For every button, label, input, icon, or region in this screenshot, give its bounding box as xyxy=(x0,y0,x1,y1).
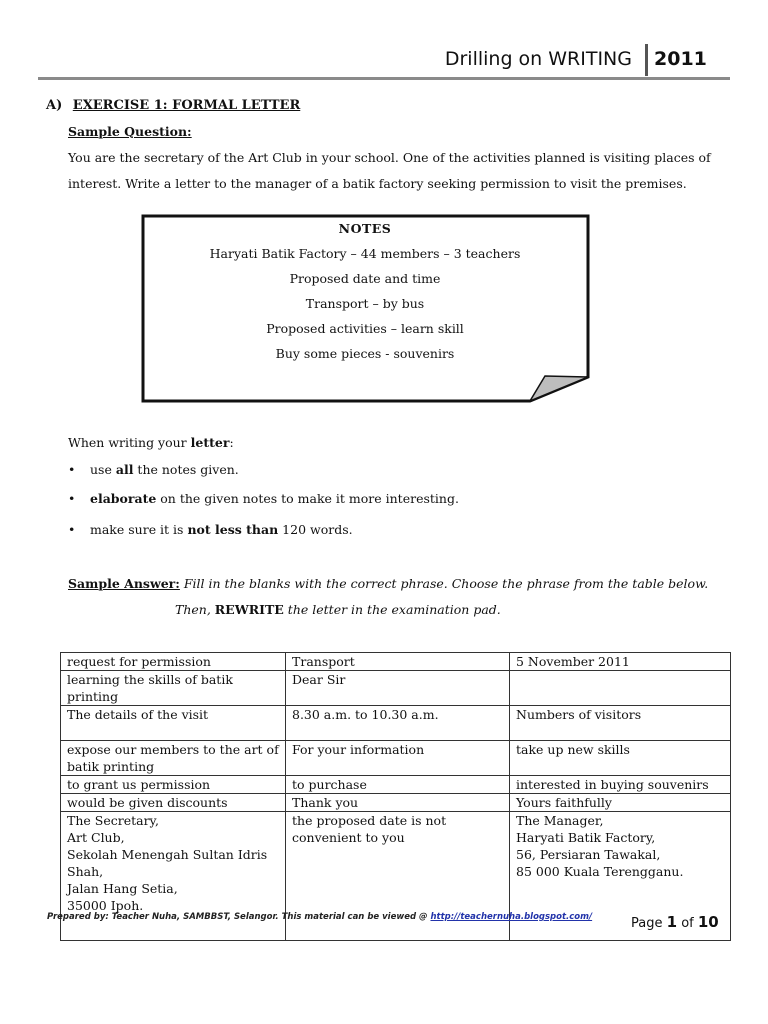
table-row xyxy=(61,776,731,794)
note-item: Proposed date and time xyxy=(289,271,441,286)
table-cell: to grant us permission xyxy=(61,776,286,794)
sample-question-label: Sample Question: xyxy=(68,124,192,139)
table-cell: expose our members to the art of batik printing xyxy=(61,741,286,776)
footer-text: Prepared by: Teacher Nuha, SAMBBST, Selangor. This material can be viewed @ xyxy=(47,912,431,922)
table-cell: the proposed date is not convenient to you xyxy=(286,812,510,941)
header-rule xyxy=(38,77,730,80)
table-cell: 8.30 a.m. to 10.30 a.m. xyxy=(286,706,510,741)
bullet-item xyxy=(68,522,353,537)
table-cell: would be given discounts xyxy=(61,794,286,812)
of-word: of xyxy=(681,916,694,931)
bullet-icon: • xyxy=(68,491,76,506)
note-item: Transport – by bus xyxy=(305,296,425,311)
table-row xyxy=(61,653,731,671)
table-cell: Yours faithfully xyxy=(510,794,731,812)
table-cell: Dear Sir xyxy=(286,671,510,706)
page-word: Page xyxy=(631,916,663,931)
table-cell: take up new skills xyxy=(510,741,731,776)
page-header xyxy=(0,0,768,80)
sample-answer-text: Then, xyxy=(175,602,215,617)
note-item: Proposed activities – learn skill xyxy=(266,321,464,336)
notes-heading: NOTES xyxy=(338,221,392,236)
header-separator xyxy=(645,44,648,76)
question-line-1: You are the secretary of the Art Club in your school. One of the activities planned is visiting places of xyxy=(68,150,711,165)
page-number xyxy=(631,913,719,931)
table-cell: For your information xyxy=(286,741,510,776)
table-row xyxy=(61,794,731,812)
note-item: Haryati Batik Factory – 44 members – 3 teachers xyxy=(209,246,521,261)
phrase-table xyxy=(60,652,731,941)
bullet-text: the notes given. xyxy=(133,462,239,477)
table-cell: Numbers of visitors xyxy=(510,706,731,741)
section-title: EXERCISE 1: FORMAL LETTER xyxy=(72,98,301,113)
section-heading xyxy=(46,98,300,113)
table-row xyxy=(61,706,731,741)
bullet-item xyxy=(68,491,459,506)
bullet-item xyxy=(68,462,239,477)
table-row xyxy=(61,671,731,706)
bullet-bold: elaborate xyxy=(90,491,157,506)
table-cell: interested in buying souvenirs xyxy=(510,776,731,794)
bullet-icon: • xyxy=(68,462,76,477)
blog-link[interactable]: http://teachernuha.blogspot.com/ xyxy=(430,912,593,922)
recipient-address-cell: The Manager, Haryati Batik Factory, 56, Persiaran Tawakal, 85 000 Kuala Terengganu. xyxy=(510,812,731,941)
sample-answer-label: Sample Answer: xyxy=(68,576,180,591)
notes-box xyxy=(140,213,600,405)
bullet-text: on the given notes to make it more interesting. xyxy=(156,491,459,506)
rewrite-emphasis: REWRITE xyxy=(214,602,284,617)
table-cell: Transport xyxy=(286,653,510,671)
table-row xyxy=(61,741,731,776)
header-year: 2011 xyxy=(654,48,707,70)
question-line-2: interest. Write a letter to the manager of a batik factory seeking permission to visit the premises. xyxy=(68,176,687,191)
sample-answer-line-1 xyxy=(68,576,708,591)
page-current: 1 xyxy=(666,913,678,931)
table-cell: 5 November 2011 xyxy=(510,653,731,671)
bullet-text: make sure it is xyxy=(90,522,188,537)
table-cell: to purchase xyxy=(286,776,510,794)
bullet-bold: all xyxy=(115,462,134,477)
sample-answer-text: the letter in the examination pad. xyxy=(283,602,501,617)
page-total: 10 xyxy=(697,913,719,931)
table-cell: learning the skills of batik printing xyxy=(61,671,286,706)
table-cell: Thank you xyxy=(286,794,510,812)
section-marker: A) xyxy=(46,98,63,113)
table-cell xyxy=(510,671,731,706)
bullet-text: use xyxy=(90,462,116,477)
note-item: Buy some pieces - souvenirs xyxy=(275,346,455,361)
intro-colon: : xyxy=(229,435,234,450)
sender-address-cell: The Secretary, Art Club, Sekolah Menengah Sultan Idris Shah, Jalan Hang Setia, 35000 Ipoh. xyxy=(61,812,286,941)
sample-answer-line-2 xyxy=(175,602,501,617)
bullet-icon: • xyxy=(68,522,76,537)
bullet-text: 120 words. xyxy=(278,522,353,537)
intro-text: When writing your xyxy=(68,435,191,450)
notes-content xyxy=(140,213,590,361)
bullet-bold: not less than xyxy=(187,522,279,537)
sample-answer-text: Fill in the blanks with the correct phrase. Choose the phrase from the table below. xyxy=(179,576,709,591)
table-cell: request for permission xyxy=(61,653,286,671)
table-cell: The details of the visit xyxy=(61,706,286,741)
header-title: Drilling on WRITING xyxy=(444,48,632,70)
instructions-intro xyxy=(68,435,234,450)
footer-credit xyxy=(47,912,592,922)
intro-bold: letter xyxy=(190,435,230,450)
